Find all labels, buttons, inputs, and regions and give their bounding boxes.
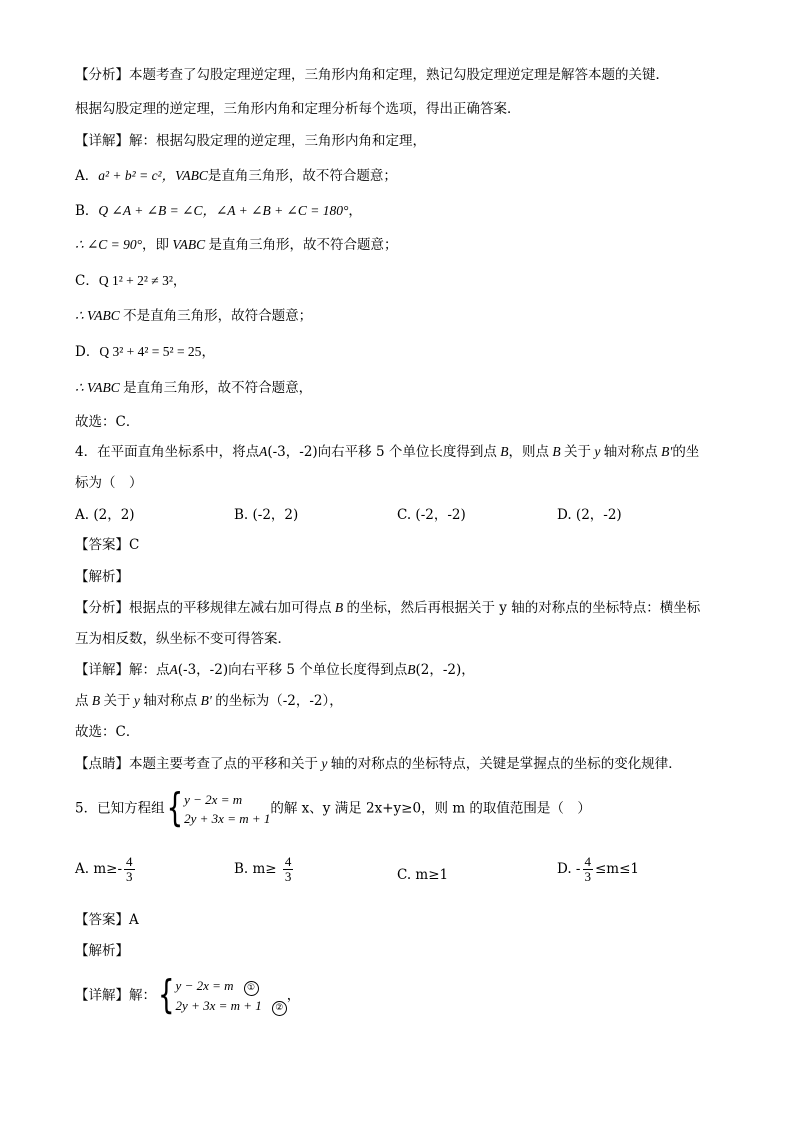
- fraction: $\frac{4}{3}$: [126, 854, 133, 884]
- q4-comment: 【点睛】本题主要考查了点的平移和关于 y 轴的对称点的坐标特点，关键是掌握点的坐标的变化规律．: [75, 756, 682, 772]
- q3-detail: 【详解】解：根据勾股定理的逆定理，三角形内角和定理，: [75, 133, 426, 149]
- q3-option-c-conclusion: ∴ VABC 不是直角三角形，故符合题意；: [75, 308, 313, 324]
- q3-choice: 故选：C．: [75, 414, 140, 430]
- fraction: $\frac{4}{3}$: [284, 854, 292, 884]
- q3-analysis-2: 根据勾股定理的逆定理，三角形内角和定理分析每个选项，得出正确答案．: [75, 101, 521, 117]
- q5-analysis-label: 【解析】: [75, 943, 129, 959]
- q4-detail-2: 点 B 关于 y 轴对称点 B′ 的坐标为（-2，-2），: [75, 693, 343, 709]
- q3-option-c: C．Q 1² + 2² ≠ 3²，: [75, 273, 187, 289]
- q4-analysis-label: 【解析】: [75, 569, 129, 585]
- q3-option-d-conclusion: ∴ VABC 是直角三角形，故不符合题意，: [75, 380, 313, 396]
- q5-stem: 5．已知方程组{ y − 2x = m 2y + 3x = m + 1 的解 x、y 满足 2x+y≥0，则 m 的取值范围是（ ）: [75, 786, 591, 832]
- equation-system: y − 2x = m ① 2y + 3x = m + 1 ②: [176, 976, 287, 1016]
- q3-analysis: 【分析】本题考查了勾股定理逆定理，三角形内角和定理，熟记勾股定理逆定理是解答本题的关键．: [75, 67, 669, 83]
- system-brace: {: [158, 973, 175, 1019]
- q4-stem-2: 标为（ ）: [75, 475, 143, 491]
- q4-answer: 【答案】C: [75, 537, 140, 553]
- q4-option-d: D. (2，-2): [557, 507, 622, 523]
- q4-analysis-2: 互为相反数，纵坐标不变可得答案．: [75, 631, 291, 647]
- q4-analysis: 【分析】根据点的平移规律左减右加可得点 B 的坐标，然后再根据关于 y 轴的对称点的坐标特点：横坐标: [75, 600, 701, 616]
- system-brace: {: [166, 786, 184, 832]
- q3-option-b: B．Q ∠A + ∠B = ∠C，∠A + ∠B + ∠C = 180°，: [75, 203, 362, 219]
- q4-detail: 【详解】解：点A(-3，-2)向右平移 5 个单位长度得到点B(2，-2)，: [75, 662, 475, 678]
- equation-system: y − 2x = m 2y + 3x = m + 1: [184, 792, 271, 826]
- q4-option-a: A. (2，2): [75, 507, 135, 523]
- q3-option-a: A．a² + b² = c²，VABC是直角三角形，故不符合题意；: [75, 168, 397, 184]
- q5-option-b: B. m≥ $\frac{4}{3}$: [234, 854, 292, 884]
- q4-option-c: C. (-2，-2): [397, 507, 466, 523]
- q3-option-d: D．Q 3² + 4² = 5² = 25，: [75, 344, 215, 360]
- q5-answer: 【答案】A: [75, 912, 139, 928]
- q5-detail: 【详解】解：{ y − 2x = m ① 2y + 3x = m + 1 ② ，: [75, 973, 301, 1019]
- q3-option-b-conclusion: ∴ ∠C = 90°，即 VABC 是直角三角形，故不符合题意；: [75, 237, 398, 253]
- q4-stem: 4．在平面直角坐标系中，将点A(-3，-2)向右平移 5 个单位长度得到点 B，则点 B 关于 y 轴对称点 B′的坐: [75, 444, 700, 460]
- q4-option-b: B. (-2，2): [234, 507, 299, 523]
- q5-option-a: A. m≥- $\frac{4}{3}$: [75, 854, 133, 884]
- q4-choice: 故选：C．: [75, 724, 140, 740]
- fraction: $\frac{4}{3}$: [584, 854, 591, 884]
- q5-option-d: D. - $\frac{4}{3}$ ≤m≤1: [557, 854, 640, 884]
- q5-option-c: C. m≥1: [397, 867, 449, 883]
